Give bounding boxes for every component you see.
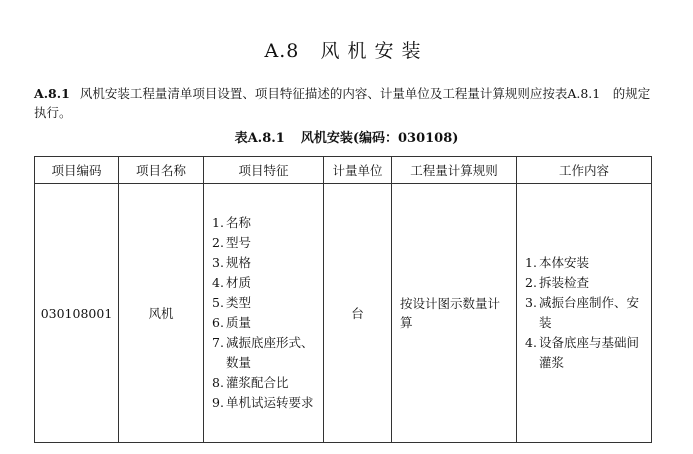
- features-list: [204, 213, 323, 413]
- table-number: 表A.8.1: [234, 131, 285, 146]
- section-title: [0, 36, 693, 63]
- cell-work: [517, 184, 652, 443]
- section-name: 风机安装: [320, 40, 429, 62]
- header-code: 项目编码: [35, 157, 119, 184]
- list-item: 5. 类型: [212, 295, 251, 310]
- header-unit: 计量单位: [324, 157, 392, 184]
- cell-code: 030108001: [35, 184, 119, 443]
- list-item: 9. 单机试运转要求: [212, 395, 314, 410]
- header-work: 工作内容: [517, 157, 652, 184]
- spec-table: [34, 156, 652, 443]
- header-features: 项目特征: [204, 157, 324, 184]
- list-item: 1. 本体安装: [525, 255, 589, 270]
- table-header-row: [35, 157, 652, 184]
- list-item: 1. 名称: [212, 215, 251, 230]
- clause-text: 风机安装工程量清单项目设置、项目特征描述的内容、计量单位及工程量计算规则应按表A.8.1 的规定执行。: [34, 86, 651, 120]
- list-item: 3. 规格: [212, 255, 251, 270]
- cell-name: 风机: [119, 184, 204, 443]
- table-title: 风机安装(编码：030108): [300, 131, 459, 146]
- clause-number: A.8.1: [34, 86, 70, 101]
- cell-features: [204, 184, 324, 443]
- list-item: 3. 减振台座制作、安装: [525, 295, 639, 330]
- section-number: A.8: [264, 40, 300, 62]
- list-item: 4. 材质: [212, 275, 251, 290]
- table-caption: [0, 127, 693, 146]
- cell-unit: 台: [324, 184, 392, 443]
- table-row: [35, 184, 652, 443]
- list-item: 2. 拆装检查: [525, 275, 589, 290]
- list-item: 2. 型号: [212, 235, 251, 250]
- header-name: 项目名称: [119, 157, 204, 184]
- list-item: 4. 设备底座与基础间灌浆: [525, 335, 639, 370]
- header-rule: 工程量计算规则: [392, 157, 517, 184]
- clause-paragraph: [34, 84, 654, 122]
- work-list: [517, 253, 651, 373]
- cell-rule: 按设计图示数量计算: [392, 184, 517, 443]
- list-item: 8. 灌浆配合比: [212, 375, 289, 390]
- list-item: 6. 质量: [212, 315, 251, 330]
- list-item: 7. 减振底座形式、数量: [212, 335, 314, 370]
